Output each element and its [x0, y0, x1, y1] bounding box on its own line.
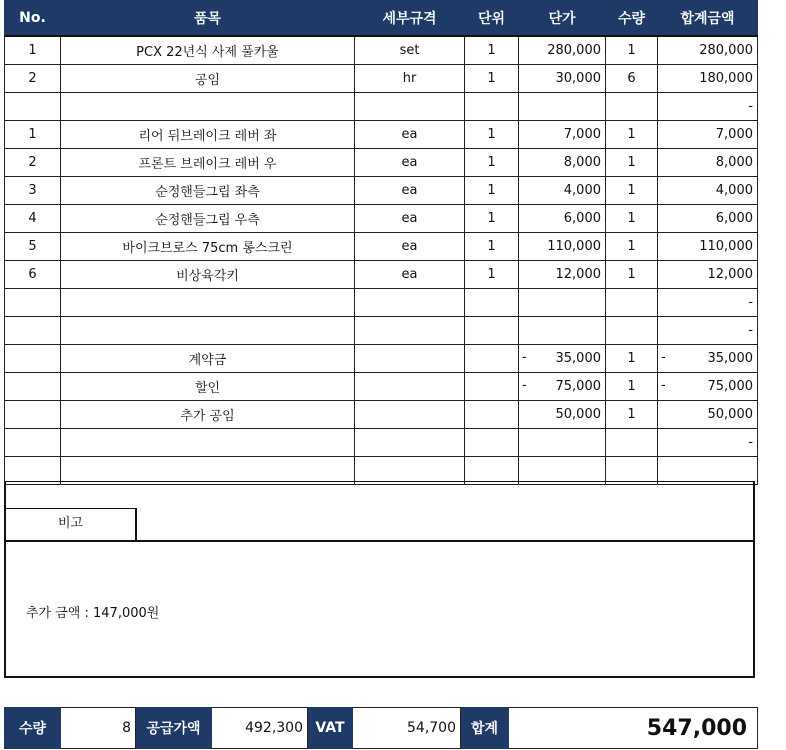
row-no-text: 2	[28, 71, 37, 86]
row-qty	[606, 261, 658, 289]
row-price-text: 12,000	[555, 267, 601, 282]
negative-sign: -	[661, 378, 666, 393]
row-spec	[355, 261, 465, 289]
row-qty	[606, 317, 658, 345]
row-no-text: 3	[28, 183, 37, 198]
row-item-text: 순정핸들그립 우측	[155, 213, 260, 228]
row-qty	[606, 401, 658, 429]
row-item-text: 프론트 브레이크 레버 우	[138, 157, 277, 172]
negative-sign: -	[522, 350, 527, 365]
row-unit	[465, 345, 519, 373]
estimate-table	[4, 0, 758, 485]
row-item	[61, 317, 355, 345]
row-total	[658, 149, 758, 177]
col-header-unit: 단위	[465, 1, 519, 37]
row-qty	[606, 373, 658, 401]
row-item	[61, 289, 355, 317]
row-no-text: 5	[28, 239, 37, 254]
row-qty	[606, 177, 658, 205]
row-price-text: 6,000	[563, 211, 601, 226]
row-qty	[606, 345, 658, 373]
row-total-text: 7,000	[715, 127, 753, 142]
row-price-text: 35,000	[555, 351, 601, 366]
row-unit-text: 1	[487, 183, 496, 198]
row-spec-text: ea	[401, 155, 418, 170]
row-spec	[355, 317, 465, 345]
table-row	[5, 121, 758, 149]
row-unit	[465, 149, 519, 177]
row-total	[658, 65, 758, 93]
row-total	[658, 233, 758, 261]
header-row	[5, 1, 758, 37]
row-unit-text: 1	[487, 43, 496, 58]
table-row	[5, 401, 758, 429]
row-price	[519, 205, 606, 233]
row-unit-text: 1	[487, 127, 496, 142]
row-qty-text: 1	[627, 155, 636, 170]
grand-total-value: 547,000	[509, 708, 758, 749]
row-item	[61, 121, 355, 149]
row-total-text: 50,000	[707, 407, 753, 422]
row-price	[519, 373, 606, 401]
row-total-text: 12,000	[707, 267, 753, 282]
row-price	[519, 177, 606, 205]
memo-note: 추가 금액 : 147,000원	[26, 606, 160, 621]
row-price	[519, 233, 606, 261]
row-unit	[465, 317, 519, 345]
row-item	[61, 65, 355, 93]
row-price	[519, 93, 606, 121]
table-row	[5, 345, 758, 373]
row-no	[5, 177, 61, 205]
row-unit	[465, 289, 519, 317]
row-spec	[355, 65, 465, 93]
row-spec	[355, 93, 465, 121]
negative-sign: -	[522, 378, 527, 393]
row-total	[658, 36, 758, 65]
row-total	[658, 429, 758, 457]
table-row	[5, 36, 758, 65]
row-spec-text: hr	[402, 71, 417, 86]
col-header-spec: 세부규격	[355, 1, 465, 37]
row-qty-text: 1	[627, 211, 636, 226]
row-item	[61, 401, 355, 429]
row-item	[61, 93, 355, 121]
row-item	[61, 205, 355, 233]
row-qty	[606, 429, 658, 457]
table-row	[5, 177, 758, 205]
row-unit	[465, 36, 519, 65]
row-total	[658, 289, 758, 317]
row-qty-text: 6	[627, 71, 636, 86]
row-item-text: 순정핸들그립 좌측	[155, 185, 260, 200]
row-item	[61, 373, 355, 401]
row-unit-text: 1	[487, 267, 496, 282]
row-item-text: 공임	[194, 73, 221, 88]
row-no	[5, 317, 61, 345]
row-spec-text: ea	[401, 239, 418, 254]
totals-vat-label: VAT	[308, 708, 353, 749]
row-qty	[606, 149, 658, 177]
table-row	[5, 289, 758, 317]
row-qty	[606, 36, 658, 65]
row-total-text: 75,000	[707, 379, 753, 394]
table-row	[5, 149, 758, 177]
row-spec-text: ea	[401, 183, 418, 198]
col-header-item: 품목	[61, 1, 355, 37]
row-unit-text: 1	[487, 239, 496, 254]
row-qty-text: 1	[627, 127, 636, 142]
row-no	[5, 373, 61, 401]
memo-divider	[137, 540, 753, 542]
row-unit	[465, 401, 519, 429]
row-item-text: 리어 뒤브레이크 레버 좌	[138, 129, 277, 144]
row-price	[519, 36, 606, 65]
row-item	[61, 345, 355, 373]
row-price	[519, 289, 606, 317]
row-no-text: 6	[28, 267, 37, 282]
row-no-text: 1	[28, 43, 37, 58]
totals-sum-label: 합계	[461, 708, 509, 749]
row-spec	[355, 345, 465, 373]
row-item-text: 바이크브로스 75cm 롱스크린	[122, 241, 293, 256]
table-row	[5, 373, 758, 401]
row-no-text: 1	[28, 127, 37, 142]
row-spec	[355, 373, 465, 401]
table-row	[5, 205, 758, 233]
table-row	[5, 429, 758, 457]
row-no-text: 4	[28, 211, 37, 226]
totals-supply-value: 492,300	[212, 708, 308, 749]
totals-qty-label: 수량	[5, 708, 61, 749]
row-price	[519, 401, 606, 429]
row-no	[5, 261, 61, 289]
col-header-total: 합계금액	[658, 1, 758, 37]
row-price	[519, 149, 606, 177]
row-price	[519, 317, 606, 345]
row-spec	[355, 429, 465, 457]
row-total-text: 180,000	[699, 71, 753, 86]
row-no	[5, 121, 61, 149]
table-row	[5, 261, 758, 289]
row-qty	[606, 205, 658, 233]
row-total	[658, 121, 758, 149]
row-total-text: 4,000	[715, 183, 753, 198]
row-qty	[606, 65, 658, 93]
row-no	[5, 205, 61, 233]
row-total	[658, 93, 758, 121]
row-item	[61, 149, 355, 177]
row-price	[519, 345, 606, 373]
row-qty-text: 1	[627, 43, 636, 58]
row-item-text: 계약금	[188, 353, 227, 368]
row-total-text: 6,000	[715, 211, 753, 226]
row-qty-text: 1	[627, 407, 636, 422]
row-price	[519, 65, 606, 93]
row-spec	[355, 121, 465, 149]
row-item	[61, 36, 355, 65]
row-total-text: 8,000	[715, 155, 753, 170]
row-qty-text: 1	[627, 379, 636, 394]
row-total	[658, 177, 758, 205]
row-spec-text: ea	[401, 127, 418, 142]
row-total-text: 280,000	[699, 43, 753, 58]
row-qty	[606, 93, 658, 121]
row-total-text: -	[748, 99, 753, 114]
row-no	[5, 149, 61, 177]
totals-vat-value: 54,700	[353, 708, 461, 749]
row-total	[658, 317, 758, 345]
row-total	[658, 373, 758, 401]
row-price	[519, 429, 606, 457]
row-unit	[465, 65, 519, 93]
row-price-text: 4,000	[563, 183, 601, 198]
table-header	[5, 1, 758, 37]
table-row	[5, 317, 758, 345]
row-total	[658, 401, 758, 429]
memo-label: 비고	[6, 508, 137, 542]
row-total-text: -	[748, 295, 753, 310]
row-unit	[465, 205, 519, 233]
row-spec	[355, 149, 465, 177]
row-qty	[606, 233, 658, 261]
row-spec-text: set	[399, 43, 420, 58]
row-total-text: 110,000	[699, 239, 753, 254]
row-item	[61, 429, 355, 457]
row-no	[5, 36, 61, 65]
col-header-no: No.	[5, 1, 61, 37]
row-qty-text: 1	[627, 267, 636, 282]
row-total	[658, 205, 758, 233]
row-price-text: 7,000	[563, 127, 601, 142]
row-spec	[355, 177, 465, 205]
row-no	[5, 65, 61, 93]
row-unit	[465, 177, 519, 205]
row-total-text: -	[748, 435, 753, 450]
row-spec-text: ea	[401, 211, 418, 226]
row-spec	[355, 401, 465, 429]
row-price	[519, 261, 606, 289]
memo-section	[4, 481, 755, 678]
row-unit-text: 1	[487, 155, 496, 170]
row-spec	[355, 36, 465, 65]
row-unit	[465, 233, 519, 261]
table-row	[5, 65, 758, 93]
row-unit-text: 1	[487, 71, 496, 86]
row-item-text: PCX 22년식 사제 풀카울	[136, 45, 279, 60]
totals-row	[5, 708, 758, 749]
totals-qty-value: 8	[61, 708, 136, 749]
row-total	[658, 261, 758, 289]
row-unit	[465, 373, 519, 401]
row-qty-text: 1	[627, 351, 636, 366]
row-no	[5, 401, 61, 429]
row-total	[658, 345, 758, 373]
row-item	[61, 233, 355, 261]
row-spec	[355, 233, 465, 261]
negative-sign: -	[661, 350, 666, 365]
row-price-text: 50,000	[555, 407, 601, 422]
row-no	[5, 289, 61, 317]
row-qty-text: 1	[627, 239, 636, 254]
row-no-text: 2	[28, 155, 37, 170]
row-total-text: -	[748, 323, 753, 338]
row-spec	[355, 289, 465, 317]
row-qty	[606, 121, 658, 149]
row-spec	[355, 205, 465, 233]
table-body	[5, 36, 758, 485]
table-row	[5, 233, 758, 261]
row-spec-text: ea	[401, 267, 418, 282]
row-no	[5, 93, 61, 121]
row-unit	[465, 93, 519, 121]
row-qty	[606, 289, 658, 317]
totals-supply-label: 공급가액	[136, 708, 212, 749]
row-price-text: 110,000	[547, 239, 601, 254]
table-row	[5, 93, 758, 121]
row-unit	[465, 429, 519, 457]
totals-bar	[4, 707, 758, 749]
row-unit	[465, 121, 519, 149]
row-total-text: 35,000	[707, 351, 753, 366]
row-item-text: 비상육각키	[176, 269, 239, 284]
row-no	[5, 233, 61, 261]
row-price-text: 30,000	[555, 71, 601, 86]
row-item	[61, 261, 355, 289]
row-item	[61, 177, 355, 205]
row-price	[519, 121, 606, 149]
row-price-text: 8,000	[563, 155, 601, 170]
row-unit-text: 1	[487, 211, 496, 226]
row-no	[5, 429, 61, 457]
col-header-qty: 수량	[606, 1, 658, 37]
row-item-text: 할인	[194, 381, 221, 396]
row-item-text: 추가 공임	[180, 409, 235, 424]
row-price-text: 280,000	[547, 43, 601, 58]
row-price-text: 75,000	[555, 379, 601, 394]
row-no	[5, 345, 61, 373]
col-header-price: 단가	[519, 1, 606, 37]
row-unit	[465, 261, 519, 289]
row-qty-text: 1	[627, 183, 636, 198]
